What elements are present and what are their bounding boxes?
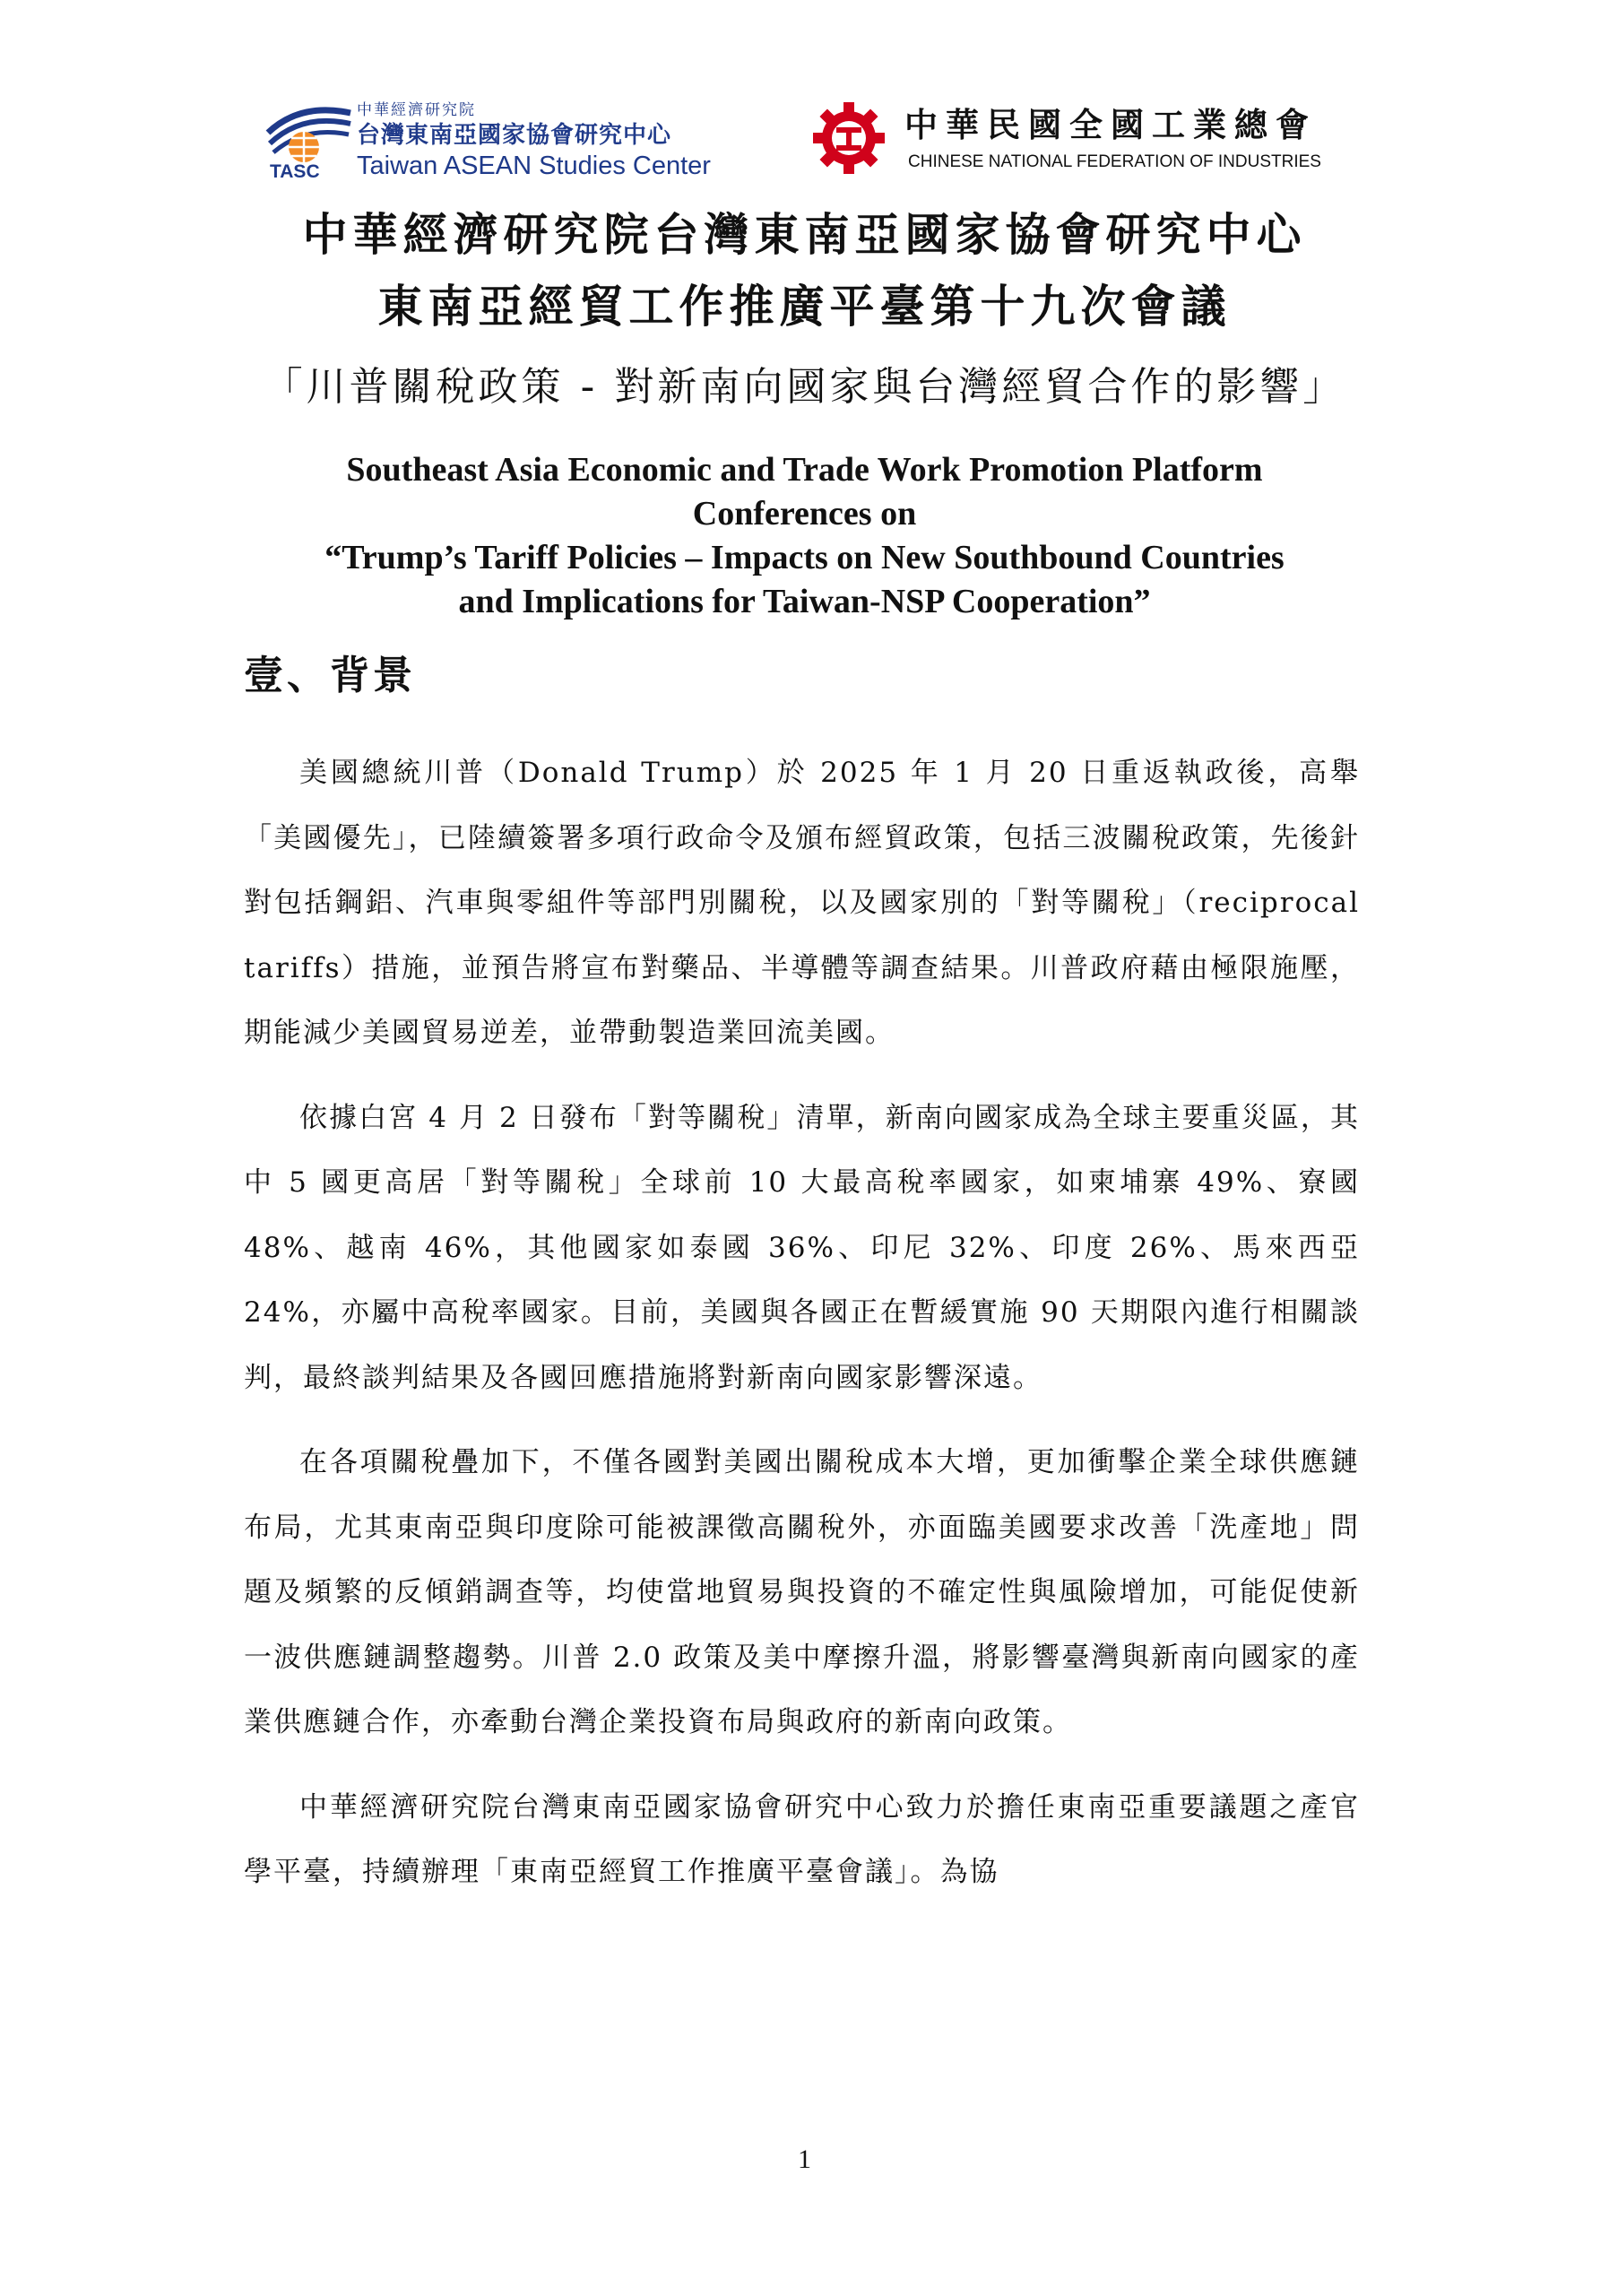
page-number: 1 [798, 2144, 811, 2174]
english-title [179, 448, 1430, 624]
body-paragraph: 美國總統川普（Donald Trump）於 2025 年 1 月 20 日重返執政後，高舉「美國優先」，已陸續簽署多項行政命令及頒布經貿政策，包括三波關稅政策，先後針對包括鋼鋁、汽車與零組件等部門別關稅，以及國家別的「對等關稅」（reciprocal tariffs）措施，並預告將宣布對藥品、半導體等調查結果。川普政府藉由極限施壓，期能減少美國貿易逆差，並帶動製造業回流美國。 [244, 757, 1360, 1049]
document-title-line-1: 中華經濟研究院台灣東南亞國家協會研究中心 [302, 209, 1307, 261]
cnfi-chinese-name: 中華民國全國工業總會 [904, 106, 1317, 144]
body-paragraph: 依據白宮 4 月 2 日發布「對等關稅」清單，新南向國家成為全球主要重災區，其中 5 國更高居「對等關稅」全球前 10 大最高稅率國家，如柬埔寨 49%、寮國 48%、越南 46%，其他國家如泰國 36%、印尼 32%、印度 26%、馬來西亞 24%，亦屬中高稅率國家。目前，美國與各國正在暫緩實施 90 天期限內進行相關談判，最終談判結果及各國回應措施將對新南向國家影響深遠。 [244, 1101, 1360, 1394]
tasc-chinese-name: 台灣東南亞國家協會研究中心 [357, 122, 672, 149]
cnfi-english-name: CHINESE NATIONAL FEDERATION OF INDUSTRIES [908, 152, 1321, 171]
tasc-logo [264, 97, 802, 186]
english-title-line: Southeast Asia Economic and Trade Work Promotion Platform [346, 451, 1263, 489]
document-subtitle: 「川普關稅政策 - 對新南向國家與台灣經貿合作的影響」 [263, 364, 1346, 410]
tasc-english-name: Taiwan ASEAN Studies Center [357, 152, 711, 180]
english-title-line: “Trump’s Tariff Policies – Impacts on New Southbound Countries [324, 539, 1285, 576]
tasc-abbreviation: TASC [270, 161, 320, 182]
document-title-line-2: 東南亞經貿工作推廣平臺第十九次會議 [377, 281, 1232, 333]
tasc-parent-org: 中華經濟研究院 [357, 101, 476, 119]
body-paragraph: 中華經濟研究院台灣東南亞國家協會研究中心致力於擔任東南亞重要議題之產官學平臺，持續辦理「東南亞經貿工作推廣平臺會議」。為協 [244, 1790, 1360, 1888]
english-title-line: and Implications for Taiwan-NSP Cooperation” [458, 583, 1151, 620]
body-paragraph: 在各項關稅疊加下，不僅各國對美國出關稅成本大增，更加衝擊企業全球供應鏈布局，尤其東南亞與印度除可能被課徵高關稅外，亦面臨美國要求改善「洗產地」問題及頻繁的反傾銷調查等，均使當地貿易與投資的不確定性與風險增加，可能促使新一波供應鏈調整趨勢。川普 2.0 政策及美中摩擦升溫，將影響臺灣與新南向國家的產業供應鏈合作，亦牽動台灣企業投資布局與政府的新南向政策。 [244, 1446, 1360, 1738]
cnfi-logo [811, 100, 1367, 181]
gear-emblem-icon [811, 100, 887, 176]
section-heading: 壹、背景 [244, 653, 416, 698]
section-body [244, 741, 1360, 1925]
english-title-line: Conferences on [692, 495, 917, 533]
